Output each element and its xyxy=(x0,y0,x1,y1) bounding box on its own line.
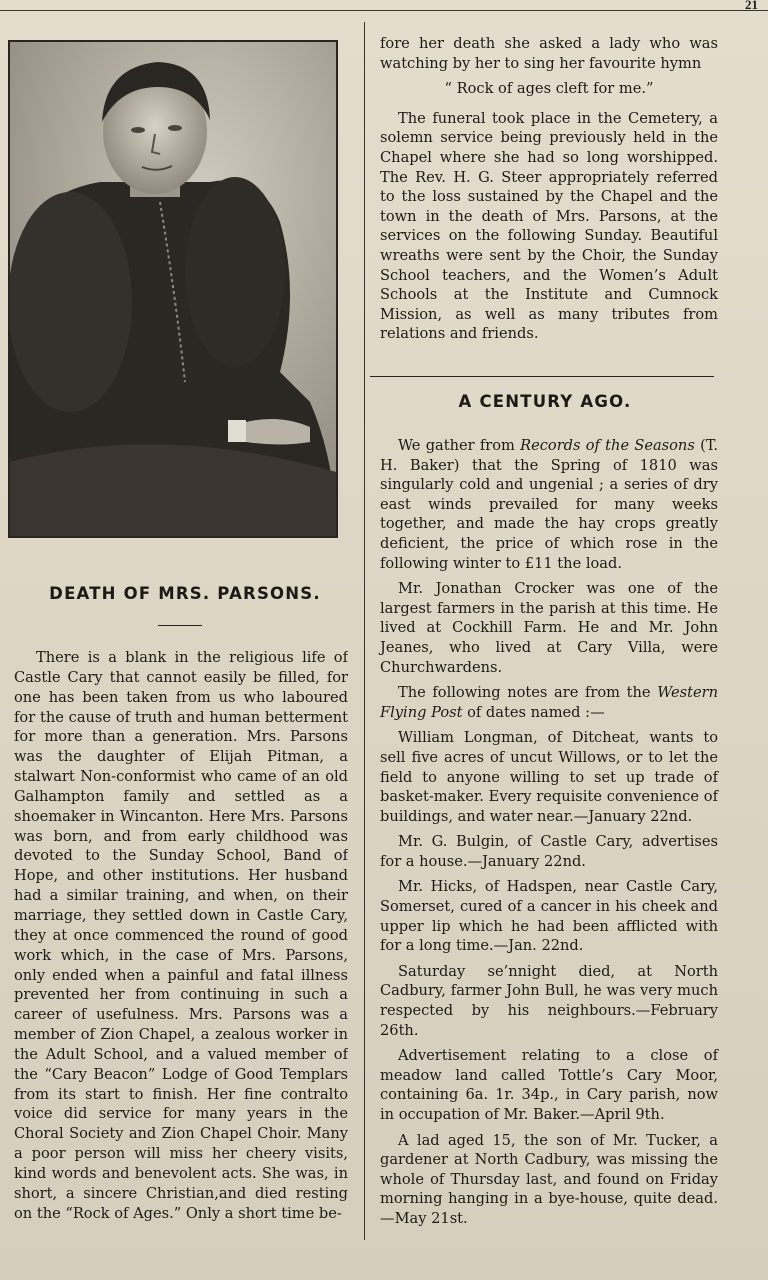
hicks-paragraph: Mr. Hicks, of Hadspen, near Castle Cary, Somerset, cured of a cancer in his cheek and upper lip which he had been afflicted with for a long time.—Jan. 22nd. xyxy=(380,878,718,955)
obituary-body: There is a blank in the religious life of Castle Cary that cannot easily be filled, for one has been taken from us who laboured for the cause of truth and human betterment for more than a generation. Mrs. Parsons was the daughter of Elijah Pitman, a stalwart Non-conformist who came of an old Galhampton family and settled as a shoemaker in Wincanton. Here Mrs. Parsons was born, and from early childhood was devoted to the Sunday School, Band of Hope, and other institutions. Her husband had a similar training, and when, on their marriage, they settled down in Castle Cary, they at once commenced the round of good work which, in the case of Mrs. Parsons, only ended when a painful and fatal illness prevented her from continuing in such a career of usefulness. Mrs. Parsons was a member of Zion Chapel, a zealous worker in the Adult School, and a valued member of the “Cary Beacon” Lodge of Good Templars from its start to finish. Her fine contralto voice did service for many years in the Choral Society and Zion Chapel Choir. Many a poor person will miss her cheery visits, kind words and benevolent acts. She was, in short, a sincere Christian,and died resting on the “Rock of Ages.” Only a short time be- xyxy=(14,649,348,1222)
longman-paragraph: William Longman, of Ditcheat, wants to sell five acres of uncut Willows, or to let the field to anyone willing to set up trade of basket-maker. Every requisite convenience of buildings, and water near.—January 22nd. xyxy=(380,729,718,825)
bull-paragraph: Saturday se’nnight died, at North Cadbury, farmer John Bull, he was very much respected by his neighbours.—February 26th. xyxy=(380,962,718,1039)
continuation-text: fore her death she asked a lady who was watching by her to sing her favourite hymn xyxy=(380,35,718,72)
bulgin-paragraph: Mr. G. Bulgin, of Castle Cary, advertises for a house.—January 22nd. xyxy=(380,833,718,870)
crocker-paragraph: Mr. Jonathan Crocker was one of the largest farmers in the parish at this time. He lived at Cockhill Farm. He and Mr. John Jeanes, who lived at Cary Villa, were Churchwardens. xyxy=(380,580,718,676)
column-divider xyxy=(364,22,365,1240)
records-rest: (T. H. Baker) that the Spring of 1810 was singularly cold and ungenial ; a series of dry east winds prevailed for many weeks together, and made the hay crops greatly deficient, the price of which rose in the following winter to £11 the load. xyxy=(380,437,718,572)
century-ago-heading: A CENTURY AGO. xyxy=(458,392,632,411)
notes-rest: of dates named :— xyxy=(467,703,605,721)
advertisement-paragraph: Advertisement relating to a close of meadow land called Tottle’s Cary Moor, containing 6a. 1r. 34p., in Cary parish, now in occupation of Mr. Baker.—April 9th. xyxy=(380,1047,718,1123)
records-paragraph xyxy=(380,436,718,573)
page-number: 21 xyxy=(745,0,758,12)
notes-title: Western Flying Post xyxy=(380,684,718,721)
century-ago-section xyxy=(380,436,718,1235)
records-lead: We gather from xyxy=(398,437,515,454)
tucker-paragraph: A lad aged 15, the son of Mr. Tucker, a gardener at North Cadbury, was missing the whole of Thursday last, and found on Friday morning hanging in a bye-house, quite dead.—May 21st. xyxy=(380,1131,718,1227)
hymn-line: “ Rock of ages cleft for me.” xyxy=(444,80,654,98)
notes-intro-paragraph xyxy=(380,683,718,722)
portrait-illustration xyxy=(10,42,336,536)
obituary-heading: DEATH OF MRS. PARSONS. xyxy=(49,584,321,603)
notes-lead: The following notes are from the xyxy=(398,684,651,702)
heading-ornament-rule xyxy=(158,625,202,626)
section-rule xyxy=(370,376,714,377)
portrait-photo xyxy=(8,40,338,538)
obituary-continuation xyxy=(380,34,718,350)
top-rule xyxy=(0,10,768,11)
records-title: Records of the Seasons xyxy=(520,437,695,454)
funeral-paragraph: The funeral took place in the Cemetery, a solemn service being previously held in the Chapel where she had so long worshipped. The Rev. H. G. Steer appropriately referred to the loss sustained by the Chapel and the town in the death of Mrs. Parsons, at the services on the following Sunday. Beautiful wreaths were sent by the Choir, the Sunday School teachers, and the Women’s Adult Schools at the Institute and Cumnock Mission, as well as many tributes from relations and friends. xyxy=(380,109,718,343)
